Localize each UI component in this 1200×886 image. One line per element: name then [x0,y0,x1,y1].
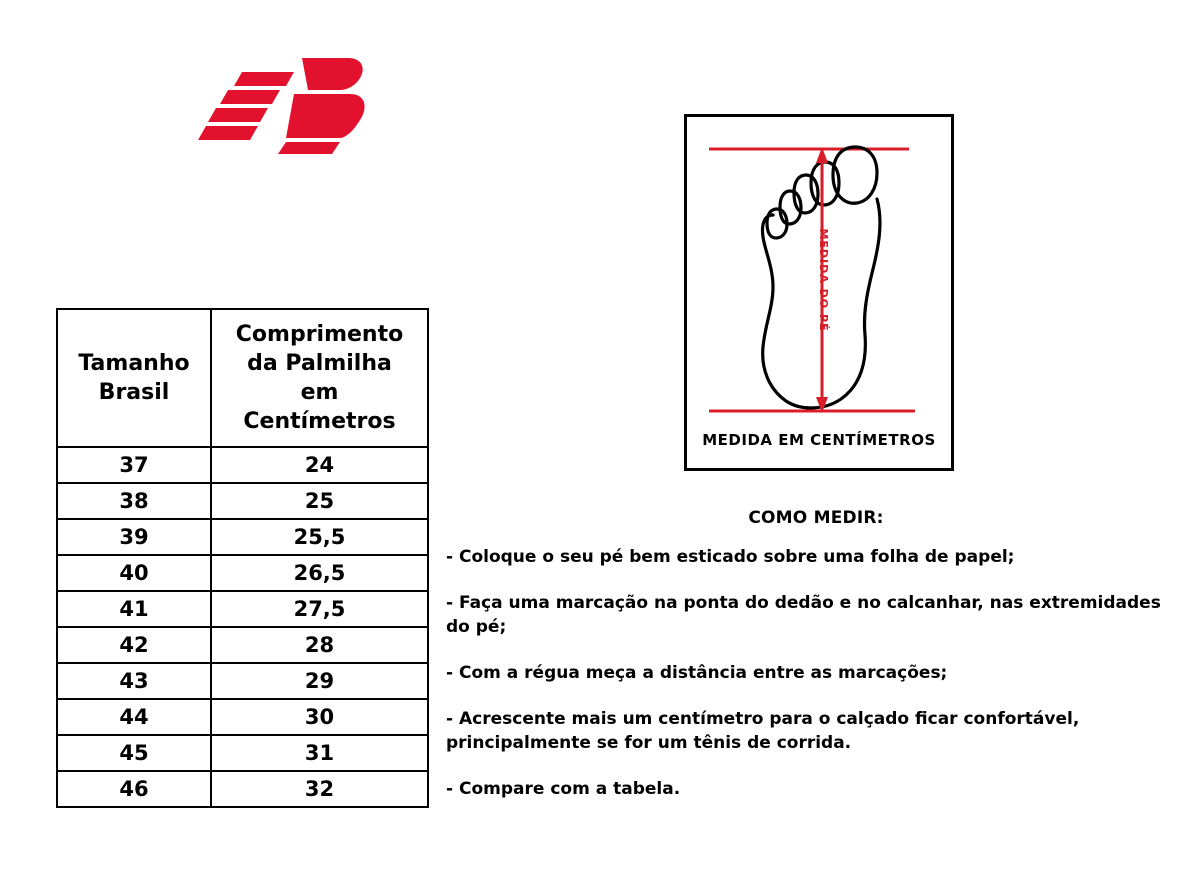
cell-length: 24 [211,447,428,483]
cell-size: 43 [57,663,211,699]
header-size-brazil [57,309,211,447]
cell-size: 46 [57,771,211,807]
cell-length: 25 [211,483,428,519]
header-insole-line2: da Palmilha [247,351,392,377]
cell-length: 29 [211,663,428,699]
cell-size: 37 [57,447,211,483]
table-row [57,735,428,771]
cell-length: 27,5 [211,591,428,627]
cell-length: 30 [211,699,428,735]
cell-length: 25,5 [211,519,428,555]
cell-length: 31 [211,735,428,771]
new-balance-logo [190,50,365,160]
table-row [57,663,428,699]
cell-length: 28 [211,627,428,663]
howto-item: - Compare com a tabela. [446,778,681,799]
cell-length: 26,5 [211,555,428,591]
cell-length: 32 [211,771,428,807]
howto-item: - Com a régua meça a distância entre as marcações; [446,662,948,683]
table-row [57,699,428,735]
table-row [57,555,428,591]
header-insole-line4: Centímetros [243,409,396,435]
cell-size: 45 [57,735,211,771]
table-row [57,447,428,483]
cell-size: 41 [57,591,211,627]
table-row [57,519,428,555]
table-row [57,591,428,627]
howto-item: - Coloque o seu pé bem esticado sobre uma folha de papel; [446,547,1015,567]
cell-size: 40 [57,555,211,591]
table-row [57,483,428,519]
foot-measure-diagram [684,114,954,471]
cell-size: 44 [57,699,211,735]
header-size-brazil-line2: Brasil [98,380,170,406]
table-header-row [57,309,428,447]
header-insole-line3: em [300,380,339,406]
howto-list [446,545,1188,822]
cell-size: 38 [57,483,211,519]
header-size-brazil-line1: Tamanho [78,351,190,377]
howto-item: - Faça uma marcação na ponta do dedão e no calcanhar, nas extremidades do pé; [446,592,1161,638]
table-row [57,771,428,807]
table-row [57,627,428,663]
diagram-vertical-label: MEDIDA DO PÉ [817,228,830,332]
header-insole-length [211,309,428,447]
header-insole-line1: Comprimento [235,322,404,347]
cell-size: 42 [57,627,211,663]
howto-title: COMO MEDIR: [748,508,884,528]
size-table [56,308,429,808]
howto-item: - Acrescente mais um centímetro para o calçado ficar confortável, principalmente se for um tênis de corrida. [446,708,1080,754]
cell-size: 39 [57,519,211,555]
diagram-bottom-label: MEDIDA EM CENTÍMETROS [702,431,936,449]
